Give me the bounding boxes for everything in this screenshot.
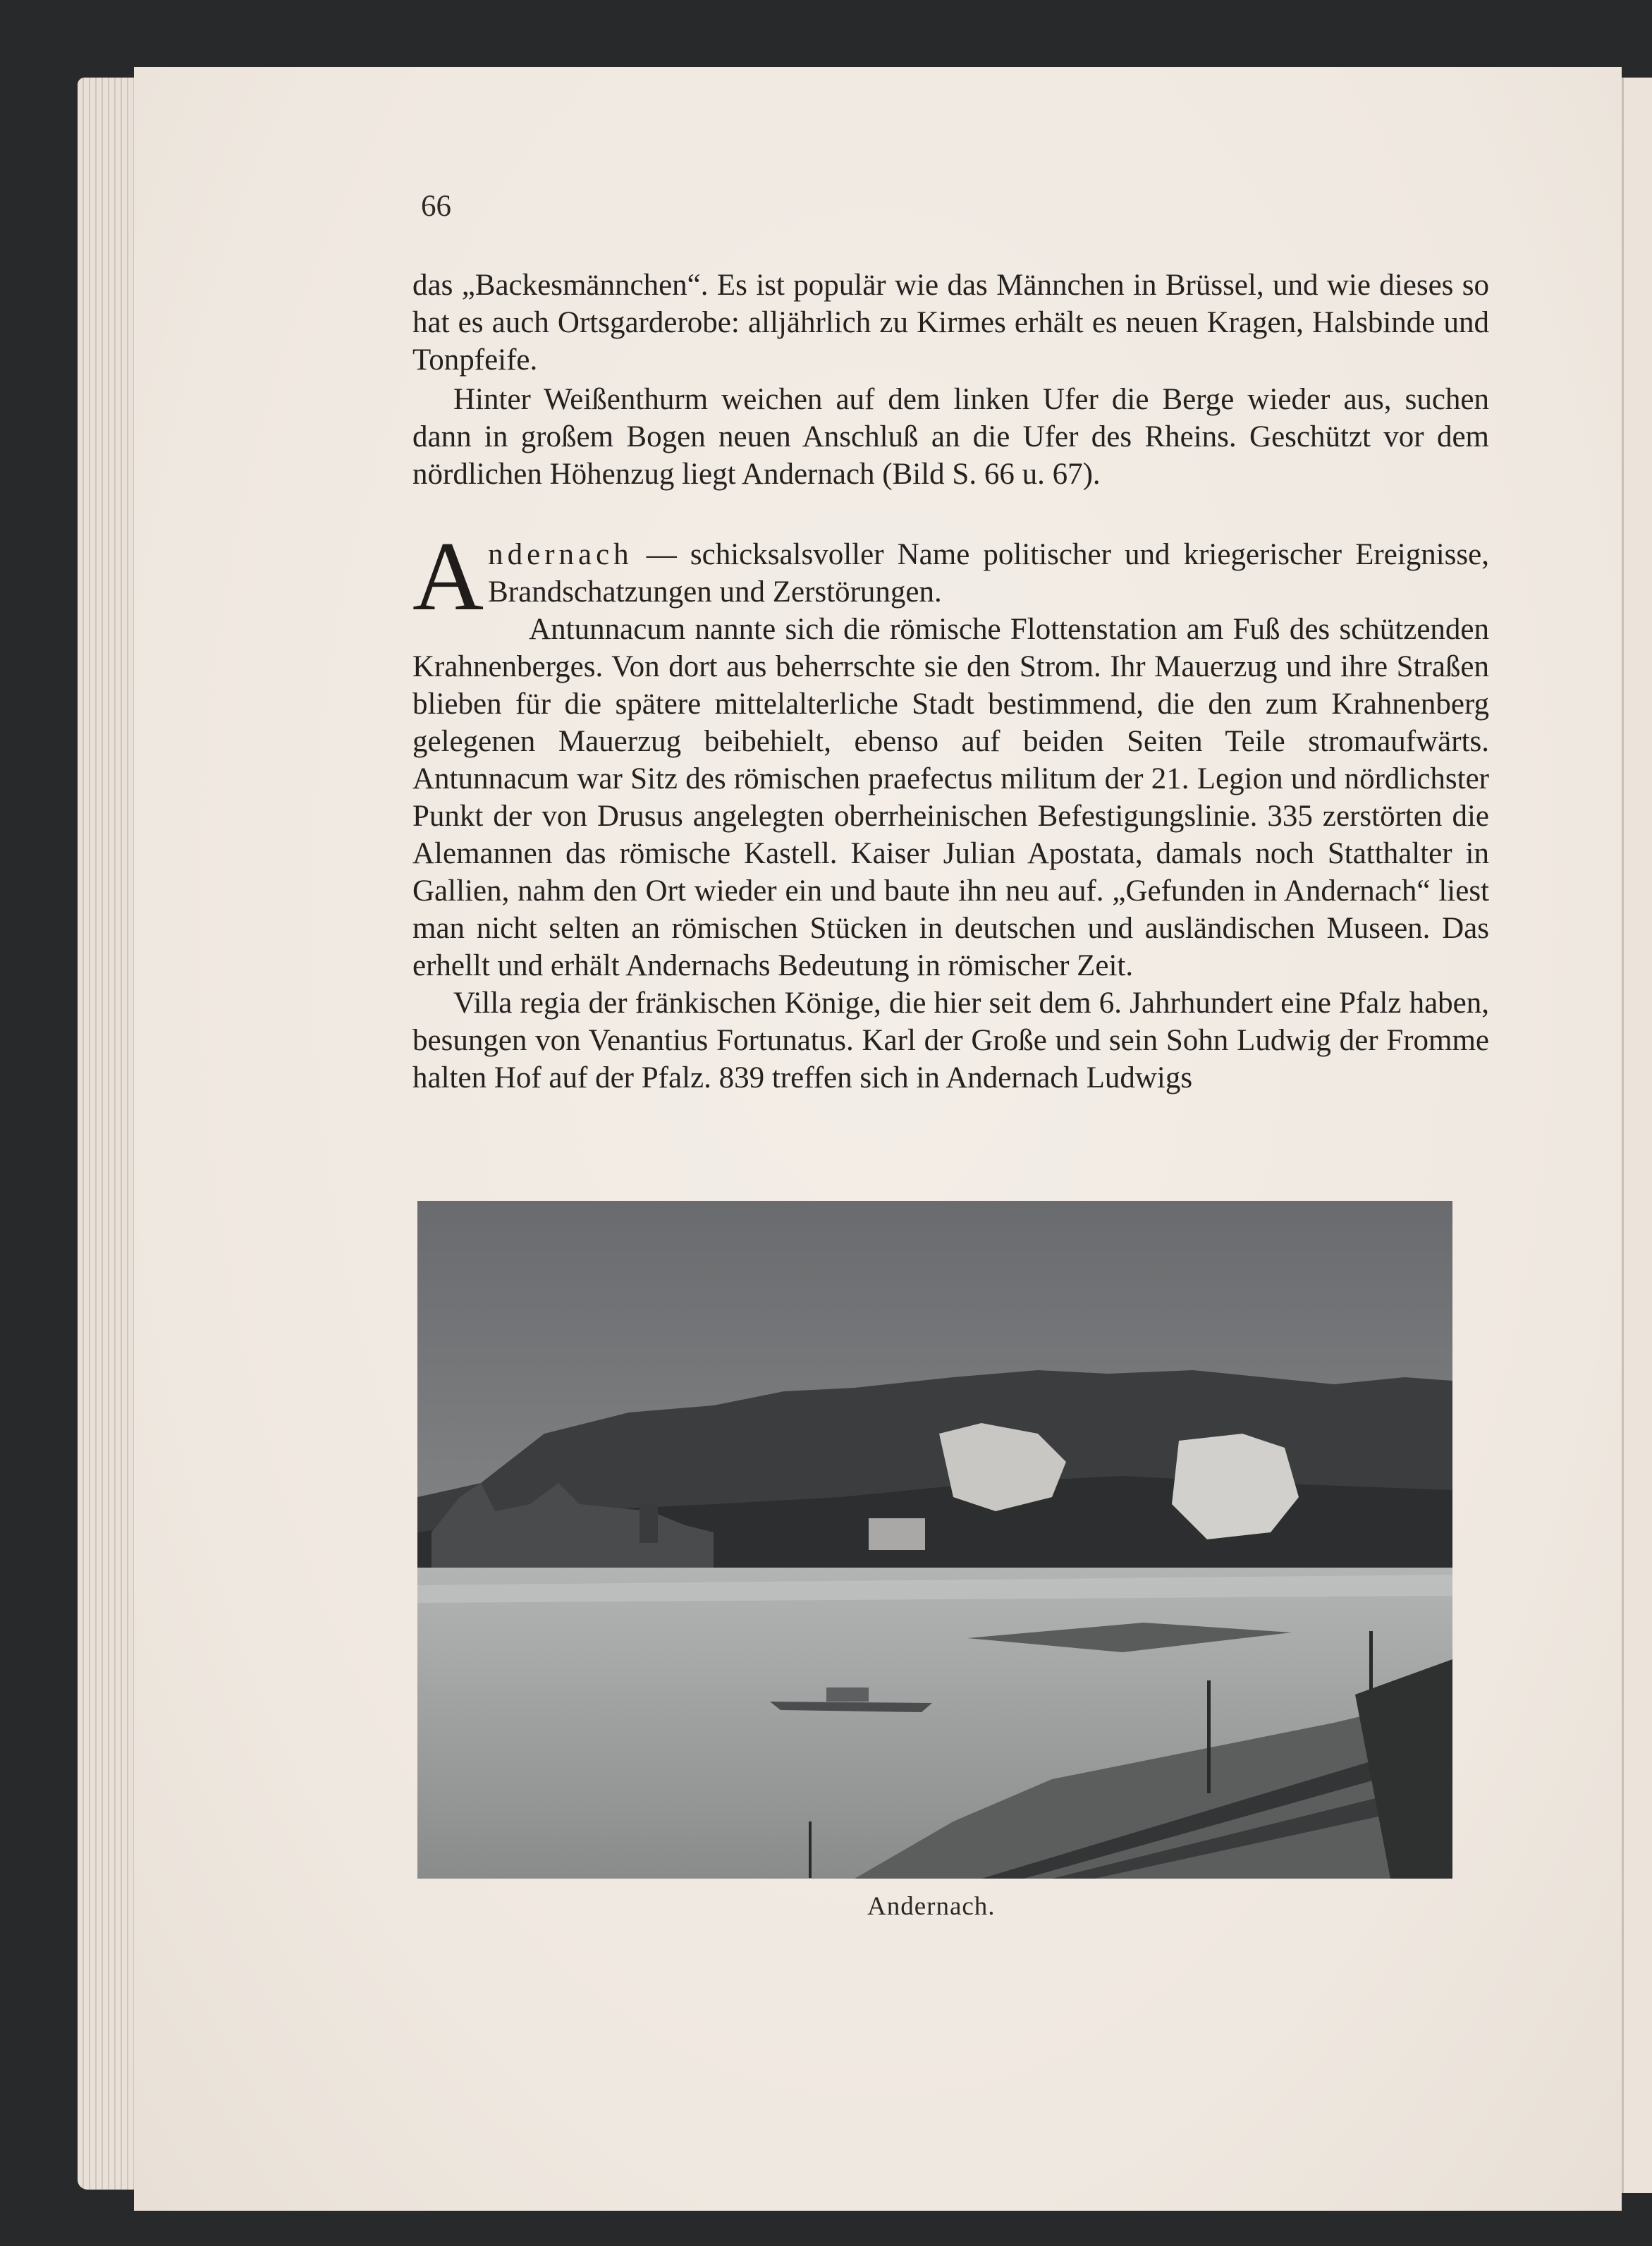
page-number: 66 xyxy=(421,190,451,223)
paragraph-text: Villa regia der fränkischen Könige, die hier seit dem 6. Jahrhundert eine Pfalz haben, besungen von Venantius Fortunatus. Karl der Große und sein Sohn Ludwig der Fromme halten Hof auf der Pfalz. 839 treffen sich in Andernach Ludwigs xyxy=(412,987,1489,1094)
intro-paragraph-2 xyxy=(412,381,1489,493)
photograph-illustration xyxy=(417,1201,1452,1879)
andernach-section xyxy=(412,522,1489,1097)
facing-page-edge xyxy=(1622,78,1652,2193)
lead-text: — schicksalsvoller Name politischer und kriegerischer Ereignisse, Brandschatzungen und Zerstörungen. xyxy=(488,538,1489,609)
section-lead-paragraph xyxy=(412,522,1489,631)
paragraph-text: Antunnacum nannte sich die römische Flottenstation am Fuß des schützenden Krahnenberges. Von dort aus beherrschte sie den Strom. Ihr Mauerzug und ihre Straßen blieben für die spätere mittelalterliche Stadt bestimmend, die den zum Krahnenberg gelegenen Mauerzug beibehielt, ebenso auf beiden Seiten Teile stromaufwärts. Antunnacum war Sitz des römischen praefectus militum der 21. Legion und nördlichster Punkt der von Drusus angelegten oberrheinischen Befestigungslinie. 335 zerstörten die Alemannen das römische Kastell. Kaiser Julian Apostata, damals noch Statthalter in Gallien, nahm den Ort wieder ein und baute ihn neu auf. „Gefunden in Andernach“ liest man nicht selten an römischen Stücken in deutschen und ausländischen Museen. Das erhellt und erhält Andernachs Bedeutung in römischer Zeit. xyxy=(412,613,1489,982)
figure-caption: Andernach. xyxy=(867,1892,996,1921)
intro-paragraph-1 xyxy=(412,267,1489,379)
andernach-photograph xyxy=(417,1201,1452,1879)
drop-cap-initial: A xyxy=(412,522,484,631)
lead-word: ndernach xyxy=(488,538,633,571)
paragraph-text: Hinter Weißenthurm weichen auf dem linken Ufer die Berge wieder aus, suchen dann in großem Bogen neuen Anschluß an die Ufer des Rheins. Geschützt vor dem nördlichen Höhenzug liegt Andernach (Bild S. 66 u. 67). xyxy=(412,383,1489,491)
paragraph-text: das „Backesmännchen“. Es ist populär wie das Männchen in Brüssel, und wie dieses so hat es auch Ortsgarderobe: alljährlich zu Kirmes erhält es neuen Kragen, Halsbinde und Tonpfeife. xyxy=(412,269,1489,377)
